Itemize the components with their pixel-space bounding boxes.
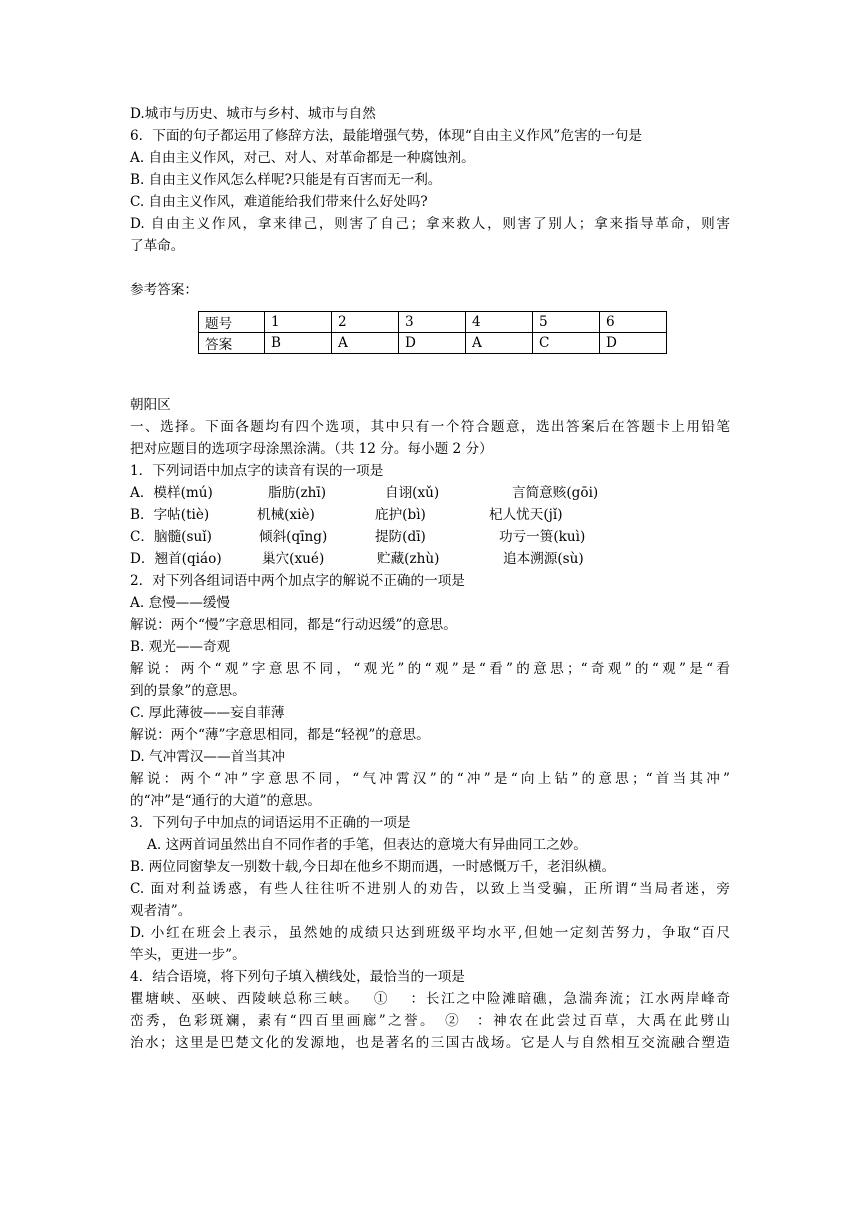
option-row <box>130 548 730 570</box>
answer-table <box>198 311 667 354</box>
section-instructions: 把对应题目的选项字母涂黑涂满。（共 12 分。每小题 2 分） <box>130 441 493 457</box>
option-item: 机械(xiè) <box>257 507 315 523</box>
option-item: 贮藏(zhù) <box>377 551 440 567</box>
option-line: B. 两位同窗挚友一别数十载,今日却在他乡不期而遇，一时感慨万千，老泪纵横。 <box>130 859 616 875</box>
option-line: 了革命。 <box>130 238 185 254</box>
section-instructions: 一、选择。下面各题均有四个选项，其中只有一个符合题意，选出答案后在答题卡上用铅笔 <box>130 419 730 435</box>
table-cell: A <box>466 333 533 354</box>
option-line: 竿头，更进一步”。 <box>130 947 246 963</box>
option-item: 脂肪(zhī) <box>268 485 327 501</box>
option-row <box>130 504 730 526</box>
table-cell: 3 <box>399 312 466 333</box>
table-cell: D <box>600 333 667 354</box>
question-stem: 1．下列词语中加点字的读音有误的一项是 <box>130 463 384 479</box>
table-cell: 4 <box>466 312 533 333</box>
option-item: 自诩(xǔ) <box>385 485 440 501</box>
explanation-line: 解说：两个“冲”字意思不同，“气冲霄汉”的“冲”是“向上钻”的意思；“首当其冲” <box>130 771 730 787</box>
option-line: A. 这两首词虽然出自不同作者的手笔，但表达的意境大有异曲同工之妙。 <box>147 837 587 853</box>
option-line: D. 小红在班会上表示，虽然她的成绩只达到班级平均水平,但她一定刻苦努力，争取“百尺 <box>130 925 730 941</box>
explanation-line: 的“冲”是“通行的大道”的意思。 <box>130 793 321 809</box>
option-item: C．脑髓(suǐ) <box>130 529 212 545</box>
table-cell: 1 <box>265 312 332 333</box>
district-heading: 朝阳区 <box>130 397 171 413</box>
option-line: B. 自由主义作风怎么样呢?只能是有百害而无一利。 <box>130 172 442 188</box>
option-line: D. 自由主义作风，拿来律己，则害了自己；拿来救人，则害了别人；拿来指导革命，则害 <box>130 216 730 232</box>
option-line: C. 面对利益诱惑，有些人往往听不进别人的劝告，以致上当受骗，正所谓“当局者迷，旁 <box>130 881 730 897</box>
table-cell: D <box>399 333 466 354</box>
option-line: A. 怠慢——缓慢 <box>130 595 231 611</box>
table-cell: A <box>332 333 399 354</box>
table-row <box>199 333 667 354</box>
option-item: 提防(dī) <box>375 529 426 545</box>
option-item: D．翘首(qiáo) <box>130 551 222 567</box>
option-item: 杞人忧天(jǐ) <box>489 507 563 523</box>
table-cell: C <box>533 333 600 354</box>
option-item: 倾斜(qīng) <box>259 529 328 545</box>
table-cell: 2 <box>332 312 399 333</box>
passage-line: 瞿塘峡、巫峡、西陵峡总称三峡。 ① ：长江之中险滩暗礁，急湍奔流；江水两岸峰奇 <box>130 991 730 1007</box>
option-item: B．字帖(tiè) <box>130 507 210 523</box>
option-line: D. 气冲霄汉——首当其冲 <box>130 749 285 765</box>
explanation-line: 解说：两个“观”字意思不同，“观光”的“观”是“看”的意思；“奇观”的“观”是“看 <box>130 661 730 677</box>
option-row <box>130 526 730 548</box>
table-row <box>199 312 667 333</box>
option-item: 功亏一篑(kuì) <box>499 529 586 545</box>
question-stem: 6．下面的句子都运用了修辞方法，最能增强气势，体现“自由主义作风”危害的一句是 <box>130 128 642 144</box>
option-line: D.城市与历史、城市与乡村、城市与自然 <box>130 106 376 122</box>
option-item: A．模样(mú) <box>130 485 213 501</box>
question-stem: 3．下列句子中加点的词语运用不正确的一项是 <box>130 815 411 831</box>
option-item: 巢穴(xué) <box>262 551 325 567</box>
table-cell: 5 <box>533 312 600 333</box>
explanation-line: 解说：两个“薄”字意思相同，都是“轻视”的意思。 <box>130 727 430 743</box>
option-line: C. 自由主义作风，难道能给我们带来什么好处吗? <box>130 194 428 210</box>
table-header-cell: 题号 <box>199 312 265 333</box>
explanation-line: 解说：两个“慢”字意思相同，都是“行动迟缓”的意思。 <box>130 617 457 633</box>
passage-line: 峦秀，色彩斑斓，素有“四百里画廊”之誉。 ② ：神农在此尝过百草，大禹在此劈山 <box>130 1013 730 1029</box>
question-stem: 2．对下列各组词语中两个加点字的解说不正确的一项是 <box>130 573 465 589</box>
option-line: 观者清”。 <box>130 903 192 919</box>
option-line: C. 厚此薄彼——妄自菲薄 <box>130 705 285 721</box>
option-item: 言简意赅(gōi) <box>512 485 599 501</box>
section-chaoyang <box>130 394 730 1054</box>
table-cell: B <box>265 333 332 354</box>
passage-line: 治水；这里是巴楚文化的发源地，也是著名的三国古战场。它是人与自然相互交流融合塑造 <box>130 1035 730 1051</box>
document-page <box>130 103 730 1054</box>
option-item: 庇护(bì) <box>375 507 426 523</box>
section-previous-questions <box>130 103 730 301</box>
option-item: 追本溯源(sù) <box>503 551 584 567</box>
option-line: A. 自由主义作风，对己、对人、对革命都是一种腐蚀剂。 <box>130 150 475 166</box>
question-stem: 4．结合语境，将下列句子填入横线处，最恰当的一项是 <box>130 969 465 985</box>
option-line: B. 观光——奇观 <box>130 639 231 655</box>
answer-key-title: 参考答案： <box>130 282 198 298</box>
option-row <box>130 482 730 504</box>
explanation-line: 到的景象”的意思。 <box>130 683 246 699</box>
table-cell: 6 <box>600 312 667 333</box>
table-header-cell: 答案 <box>199 333 265 354</box>
